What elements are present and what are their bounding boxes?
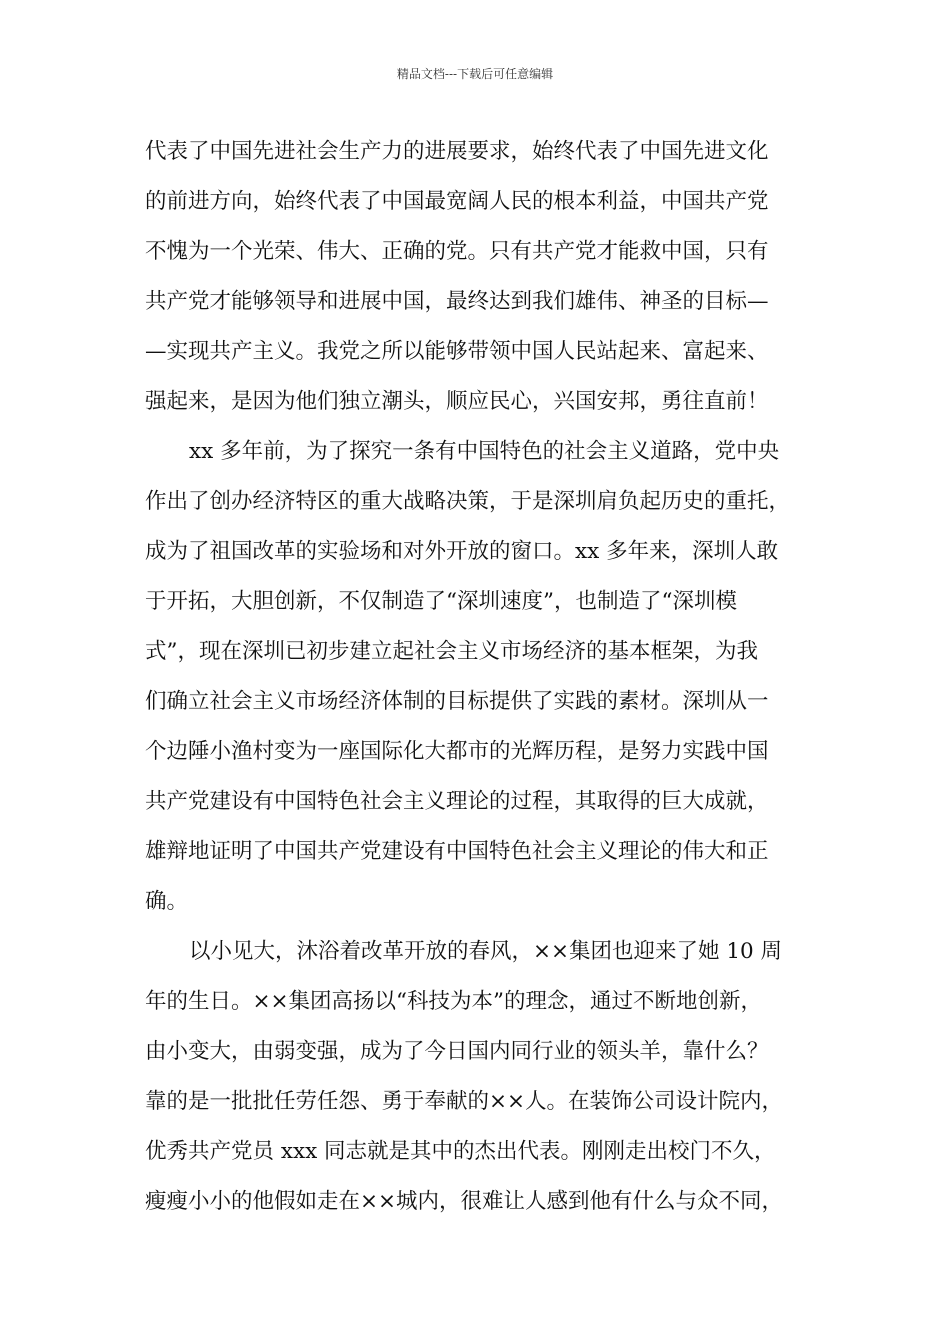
text-line: 确。 [145,889,189,914]
text-line: 优秀共产党员 xxx 同志就是其中的杰出代表。刚刚走出校门不久， [145,1139,776,1164]
page-header: 精品文档---下载后可任意编辑 [396,67,554,81]
text-line: 由小变大，由弱变强，成为了今日国内同行业的领头羊，靠什么？ [145,1039,769,1064]
text-line: 共产党建设有中国特色社会主义理论的过程，其取得的巨大成就， [145,789,769,814]
text-line: 式”，现在深圳已初步建立起社会主义市场经济的基本框架，为我 [145,639,758,664]
document-body [145,132,810,1232]
text-line: 以小见大，沐浴着改革开放的春风，××集团也迎来了她 10 周 [189,939,783,964]
text-line: 靠的是一批批任劳任怨、勇于奉献的××人。在装饰公司设计院内， [145,1089,784,1114]
text-line: 的前进方向，始终代表了中国最宽阔人民的根本利益，中国共产党 [145,189,769,214]
paragraph [145,132,810,432]
text-line: 年的生日。××集团高扬以“科技为本”的理念，通过不断地创新， [145,989,763,1014]
text-line: 代表了中国先进社会生产力的进展要求，始终代表了中国先进文化 [145,139,769,164]
text-line: xx 多年前，为了探究一条有中国特色的社会主义道路，党中央 [189,439,780,464]
paragraph [145,932,810,1232]
text-line: 强起来，是因为他们独立潮头，顺应民心，兴国安邦，勇往直前！ [145,389,769,414]
text-line: 成为了祖国改革的实验场和对外开放的窗口。xx 多年来，深圳人敢 [145,539,779,564]
text-line: 个边陲小渔村变为一座国际化大都市的光辉历程，是努力实践中国 [145,739,769,764]
text-line: 瘦瘦小小的他假如走在××城内，很难让人感到他有什么与众不同， [145,1189,784,1214]
text-line: 雄辩地证明了中国共产党建设有中国特色社会主义理论的伟大和正 [145,839,769,864]
text-line: 们确立社会主义市场经济体制的目标提供了实践的素材。深圳从一 [145,689,769,714]
text-line: 于开拓，大胆创新，不仅制造了“深圳速度”，也制造了“深圳模 [145,589,737,614]
text-line: 共产党才能够领导和进展中国，最终达到我们雄伟、神圣的目标— [145,289,769,314]
text-line: 不愧为一个光荣、伟大、正确的党。只有共产党才能救中国，只有 [145,239,769,264]
text-line: —实现共产主义。我党之所以能够带领中国人民站起来、富起来、 [145,339,769,364]
paragraph [145,432,810,932]
text-line: 作出了创办经济特区的重大战略决策，于是深圳肩负起历史的重托， [145,489,791,514]
